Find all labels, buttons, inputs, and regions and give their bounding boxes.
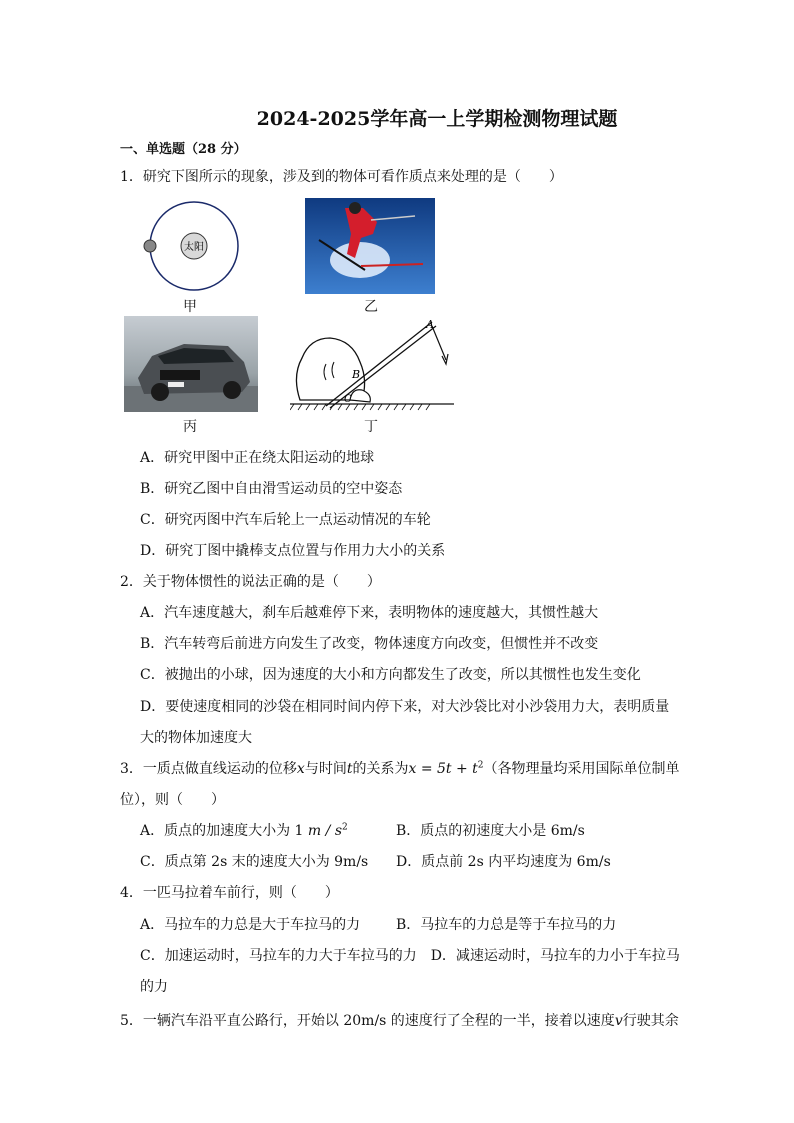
force-arrow [432, 326, 446, 360]
motion-formula: x = 5t + t [408, 761, 478, 777]
orbit-figure [138, 198, 242, 292]
caption-ding: 丁 [364, 419, 378, 435]
question-3-stem: 3．一质点做直线运动的位移x与时间t的关系为$x = 5t + t^2$（各物理量均采用国际单位制单 [120, 760, 680, 777]
sun-label: 太阳 [184, 242, 204, 253]
q4-option-a: A．马拉车的力总是大于车拉马的力 [140, 917, 361, 933]
caption-bing: 丙 [183, 419, 197, 435]
label-b: B [352, 368, 361, 381]
q3-option-d: D．质点前 2s 内平均速度为 6m/s [396, 854, 611, 870]
q1-option-b: B．研究乙图中自由滑雪运动员的空中姿态 [140, 481, 403, 497]
q3-option-c: C．质点第 2s 末的速度大小为 9m/s [140, 854, 369, 870]
var-x: x [296, 761, 305, 777]
question-4-stem: 4．一匹马拉着车前行，则（ ） [120, 885, 339, 901]
var-v: v [614, 1013, 623, 1029]
car-photo [124, 316, 258, 412]
q1-option-c: C．研究丙图中汽车后轮上一点运动情况的车轮 [140, 512, 431, 528]
q2-option-d: D．要使速度相同的沙袋在相同时间内停下来，对大沙袋比对小沙袋用力大，表明质量 [140, 699, 670, 715]
question-2-stem: 2．关于物体惯性的说法正确的是（ ） [120, 574, 381, 590]
question-1-stem: 1．研究下图所示的现象，涉及到的物体可看作质点来处理的是（ ） [120, 169, 563, 185]
q1-option-d: D．研究丁图中撬棒支点位置与作用力大小的关系 [140, 543, 446, 559]
crowbar-figure [290, 316, 454, 416]
q2-option-c: C．被抛出的小球，因为速度的大小和方向都发生了改变，所以其惯性也发生变化 [140, 667, 641, 683]
car-wheel-front [151, 383, 169, 401]
q4-option-b: B．马拉车的力总是等于车拉马的力 [396, 917, 617, 933]
q2-option-b: B．汽车转弯后前进方向发生了改变，物体速度方向改变，但惯性并不改变 [140, 636, 599, 652]
var-t: t [346, 761, 353, 777]
car-grille [160, 370, 200, 380]
label-a: A [426, 318, 434, 331]
car-wheel-rear [223, 381, 241, 399]
q2-option-d-cont: 大的物体加速度大 [140, 730, 252, 746]
skier-photo [305, 198, 435, 294]
fulcrum-stone [350, 390, 370, 402]
page-title: 2024-2025学年高一上学期检测物理试题 [256, 108, 618, 130]
q2-option-a: A．汽车速度越大，刹车后越难停下来，表明物体的速度越大，其惯性越大 [140, 605, 599, 621]
caption-jia: 甲 [183, 299, 197, 315]
q4-option-cd-cont: 的力 [140, 979, 168, 995]
earth-icon [144, 240, 156, 252]
caption-yi: 乙 [364, 299, 378, 315]
q3-option-a: A．质点的加速度大小为 1 m / $s^2$ [140, 822, 348, 839]
q1-option-a: A．研究甲图中正在绕太阳运动的地球 [140, 450, 375, 466]
label-c: C [344, 394, 352, 405]
section-heading: 一、单选题（28 分） [120, 142, 247, 157]
q4-option-cd: C．加速运动时，马拉车的力大于车拉马的力 D．减速运动时，马拉车的力小于车拉马 [140, 948, 680, 964]
question-5-stem: 5．一辆汽车沿平直公路行，开始以 20m/s 的速度行了全程的一半，接着以速度v行驶其余 [120, 1013, 679, 1029]
q3-option-b: B．质点的初速度大小是 6m/s [396, 823, 585, 839]
question-3-stem-line2: 位），则（ ） [120, 792, 225, 808]
